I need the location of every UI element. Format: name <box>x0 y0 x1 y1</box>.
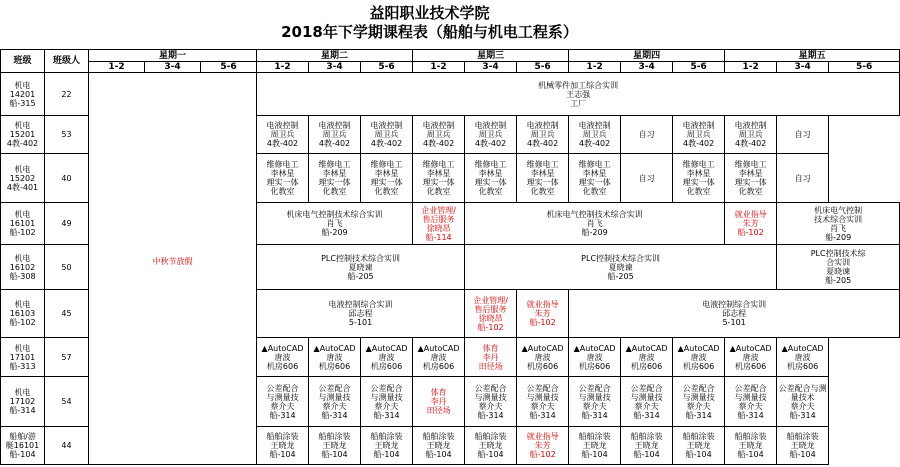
course-cell: 电液控制 周卫兵 4教-402 <box>361 116 413 154</box>
day-header: 星期一 <box>89 50 257 62</box>
course-cell: 船舶涂装 王晓龙 船-104 <box>673 427 725 465</box>
course-cell: 船舶涂装 王晓龙 船-104 <box>361 427 413 465</box>
class-name-cell: 机电 15202 4教-401 <box>1 154 45 203</box>
class-count-cell: 45 <box>45 290 89 338</box>
period-header: 5-6 <box>201 62 257 73</box>
course-cell: ▲AutoCAD 唐波 机房606 <box>569 338 621 377</box>
course-cell: 电液控制 周卫兵 4教-402 <box>517 116 569 154</box>
course-cell: 公差配合 与测量技 蔡介夫 船-314 <box>361 377 413 427</box>
course-cell: 电液控制 周卫兵 4教-402 <box>569 116 621 154</box>
course-cell: ▲AutoCAD 唐波 机房606 <box>777 338 829 377</box>
course-cell: ▲AutoCAD 唐波 机房606 <box>257 338 309 377</box>
period-header: 1-2 <box>725 62 777 73</box>
course-cell: 公差配合 与测量技 蔡介夫 船-314 <box>725 377 777 427</box>
period-header: 3-4 <box>465 62 517 73</box>
course-cell: PLC控制技术综 合实训 夏晓谏 船-205 <box>777 245 900 290</box>
course-cell: 维修电工 李林星 理实一体 化教室 <box>257 154 309 203</box>
day-header: 星期三 <box>413 50 569 62</box>
class-count-cell: 53 <box>45 116 89 154</box>
course-cell: 电液控制 周卫兵 4教-402 <box>673 116 725 154</box>
course-cell: 公差配合 与测量技 蔡介夫 船-314 <box>621 377 673 427</box>
course-cell: 船舶涂装 王晓龙 船-104 <box>725 427 777 465</box>
class-name-cell: 机电 17102 船-314 <box>1 377 45 427</box>
course-cell: 维修电工 李林星 理实一体 化教室 <box>569 154 621 203</box>
day-header: 星期五 <box>725 50 900 62</box>
course-cell: 船舶涂装 王晓龙 船-104 <box>413 427 465 465</box>
course-cell: ▲AutoCAD 唐波 机房606 <box>725 338 777 377</box>
course-cell: ▲AutoCAD 唐波 机房606 <box>309 338 361 377</box>
course-cell: 就业指导 朱芳 船-102 <box>517 290 569 338</box>
period-header: 1-2 <box>257 62 309 73</box>
course-cell: 电液控制 周卫兵 4教-402 <box>465 116 517 154</box>
holiday-cell: 中秋节放假 <box>89 73 257 465</box>
course-cell: 体育 李丹 田径场 <box>413 377 465 427</box>
day-header: 星期四 <box>569 50 725 62</box>
period-header: 5-6 <box>517 62 569 73</box>
course-cell: 维修电工 李林星 理实一体 化教室 <box>673 154 725 203</box>
course-cell: 维修电工 李林星 理实一体 化教室 <box>517 154 569 203</box>
course-cell: 电液控制综合实训 邱志程 5-101 <box>257 290 465 338</box>
header-row-days <box>1 50 900 62</box>
course-cell: 就业指导 朱芳 船-102 <box>517 427 569 465</box>
class-name-cell: 机电 16101 船-102 <box>1 203 45 245</box>
course-cell: 机床电气控制技术综合实训 肖飞 船-209 <box>257 203 413 245</box>
course-cell: 企业管理/ 售后服务 徐晓昂 船-102 <box>465 290 517 338</box>
course-cell: 电液控制综合实训 邱志程 5-101 <box>569 290 900 338</box>
class-count-cell: 54 <box>45 377 89 427</box>
course-cell: 公差配合 与测量技 蔡介夫 船-314 <box>517 377 569 427</box>
course-cell: 企业管理/ 售后服务 徐晓昂 船-114 <box>413 203 465 245</box>
period-header: 1-2 <box>569 62 621 73</box>
class-header: 班级 <box>1 50 45 73</box>
course-cell: 公差配合与测 量技术 蔡介夫 船-314 <box>777 377 829 427</box>
course-cell: 公差配合 与测量技 蔡介夫 船-314 <box>673 377 725 427</box>
table-row <box>1 73 900 116</box>
course-cell: 维修电工 李林星 理实一体 化教室 <box>413 154 465 203</box>
course-cell: 公差配合 与测量技 蔡介夫 船-314 <box>465 377 517 427</box>
class-name-cell: 机电 16102 船-308 <box>1 245 45 290</box>
course-cell: 电液控制 周卫兵 4教-402 <box>725 116 777 154</box>
count-header: 班级人 <box>45 50 89 73</box>
class-count-cell: 57 <box>45 338 89 377</box>
class-count-cell: 22 <box>45 73 89 116</box>
course-cell: 自习 <box>777 154 829 203</box>
course-cell: ▲AutoCAD 唐波 机房606 <box>673 338 725 377</box>
page-title: 益阳职业技术学院 <box>369 4 490 22</box>
class-count-cell: 44 <box>45 427 89 465</box>
period-header: 3-4 <box>309 62 361 73</box>
course-cell: 体育 李丹 田径场 <box>465 338 517 377</box>
course-cell: 电液控制 周卫兵 4教-402 <box>413 116 465 154</box>
course-cell: PLC控制技术综合实训 夏晓谏 船-205 <box>257 245 465 290</box>
class-count-cell: 40 <box>45 154 89 203</box>
course-cell: 船舶涂装 王晓龙 船-104 <box>621 427 673 465</box>
course-cell: 维修电工 李林星 理实一体 化教室 <box>725 154 777 203</box>
course-cell: 电液控制 周卫兵 4教-402 <box>257 116 309 154</box>
class-name-cell: 机电 15201 4教-402 <box>1 116 45 154</box>
course-cell: 维修电工 李林星 理实一体 化教室 <box>361 154 413 203</box>
course-cell: 维修电工 李林星 理实一体 化教室 <box>465 154 517 203</box>
period-header: 1-2 <box>413 62 465 73</box>
class-name-cell: 船舶/游 艇16101 船-104 <box>1 427 45 465</box>
course-cell: 公差配合 与测量技 蔡介夫 船-314 <box>309 377 361 427</box>
course-cell: 机械零件加工综合实训 王志强 工厂 <box>257 73 900 116</box>
course-cell: 维修电工 李林星 理实一体 化教室 <box>309 154 361 203</box>
course-cell: 电液控制 周卫兵 4教-402 <box>309 116 361 154</box>
course-cell: 自习 <box>621 116 673 154</box>
period-header: 3-4 <box>145 62 201 73</box>
header-row-periods <box>1 62 900 73</box>
course-cell: 机床电气控制技术综合实训 肖飞 船-209 <box>465 203 725 245</box>
course-cell: 就业指导 朱芳 船-102 <box>725 203 777 245</box>
course-cell: 船舶涂装 王晓龙 船-104 <box>465 427 517 465</box>
period-header: 5-6 <box>361 62 413 73</box>
class-count-cell: 50 <box>45 245 89 290</box>
period-header: 1-2 <box>89 62 145 73</box>
period-header: 3-4 <box>777 62 829 73</box>
course-cell: 船舶涂装 王晓龙 船-104 <box>777 427 829 465</box>
day-header: 星期二 <box>257 50 413 62</box>
class-name-cell: 机电 14201 船-315 <box>1 73 45 116</box>
course-cell: PLC控制技术综合实训 夏晓谏 船-205 <box>465 245 777 290</box>
course-cell: 公差配合 与测量技 蔡介夫 船-314 <box>569 377 621 427</box>
period-header: 5-6 <box>673 62 725 73</box>
period-header: 5-6 <box>829 62 900 73</box>
period-header: 3-4 <box>621 62 673 73</box>
course-cell: ▲AutoCAD 唐波 机房606 <box>361 338 413 377</box>
course-cell: ▲AutoCAD 唐波 机房606 <box>517 338 569 377</box>
course-cell: 船舶涂装 王晓龙 船-104 <box>309 427 361 465</box>
class-name-cell: 机电 16103 船-102 <box>1 290 45 338</box>
class-count-cell: 49 <box>45 203 89 245</box>
course-cell: 机床电气控制 技术综合实训 肖飞 船-209 <box>777 203 900 245</box>
page-subtitle: 2018年下学期课程表（船舶与机电工程系） <box>281 23 578 41</box>
course-cell: ▲AutoCAD 唐波 机房606 <box>413 338 465 377</box>
course-cell: ▲AutoCAD 唐波 机房606 <box>621 338 673 377</box>
course-cell: 公差配合 与测量技 蔡介夫 船-314 <box>257 377 309 427</box>
schedule-body <box>1 73 900 465</box>
schedule-table <box>0 49 900 465</box>
course-cell: 自习 <box>621 154 673 203</box>
class-name-cell: 机电 17101 船-313 <box>1 338 45 377</box>
course-cell: 自习 <box>777 116 829 154</box>
course-cell: 船舶涂装 王晓龙 船-104 <box>257 427 309 465</box>
course-cell: 船舶涂装 王晓龙 船-104 <box>569 427 621 465</box>
